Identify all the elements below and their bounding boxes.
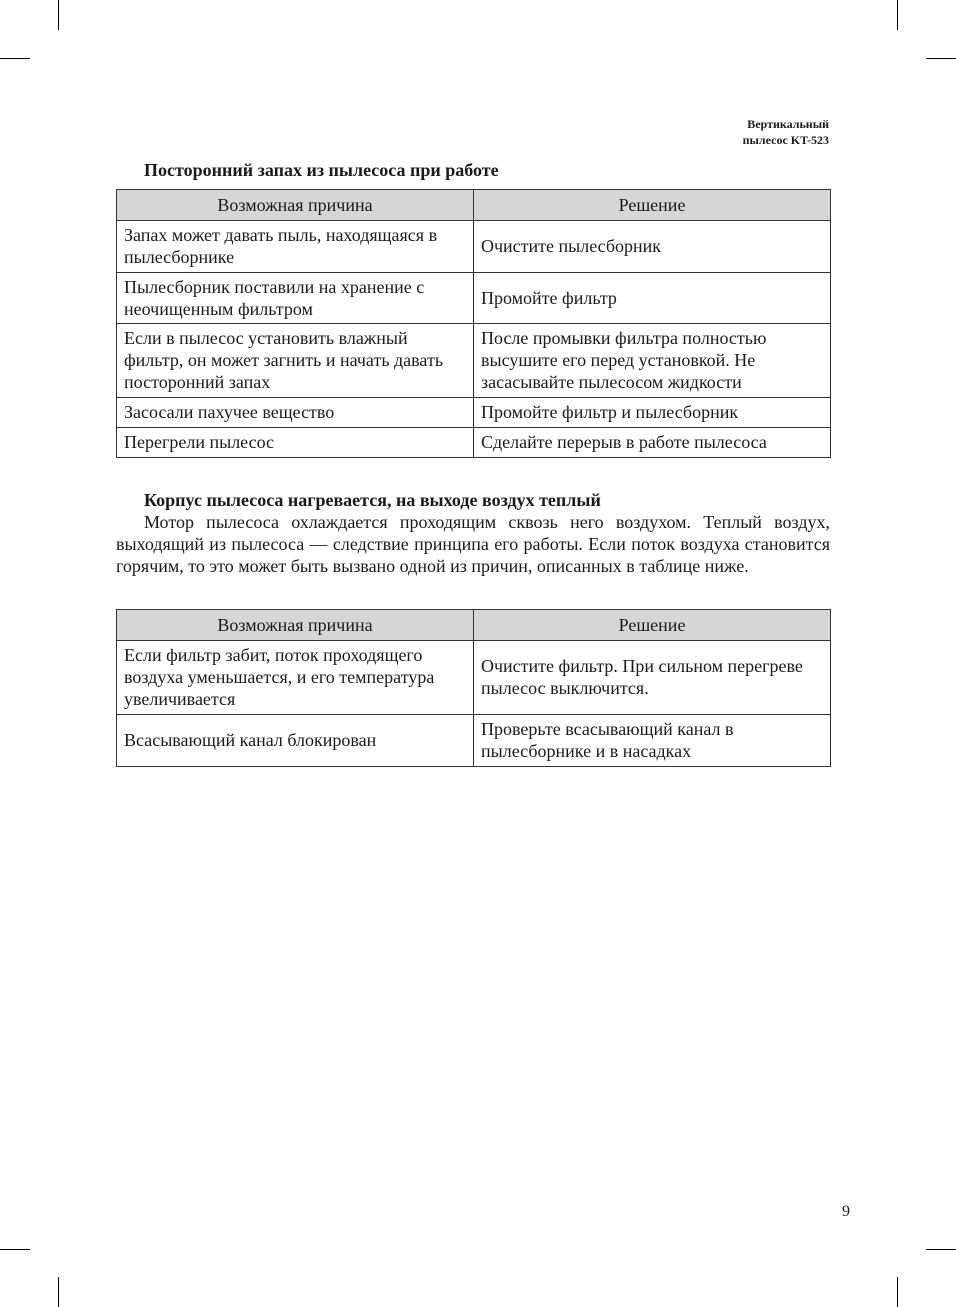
section-title-odor: Посторонний запах из пылесоса при работе <box>144 160 499 180</box>
table-row <box>117 273 831 324</box>
table-row <box>117 715 831 767</box>
crop-mark-bottom-right-horizontal <box>926 1249 956 1250</box>
solution-cell: Сделайте перерыв в работе пылесоса <box>474 428 831 458</box>
table-row <box>117 324 831 398</box>
solution-cell: Очистите фильтр. При сильном перегреве пылесос выключится. <box>474 641 831 715</box>
running-head-line1: Вертикальный <box>747 117 829 131</box>
section-title-heating: Корпус пылесоса нагревается, на выходе воздух теплый <box>144 490 601 510</box>
table-row <box>117 428 831 458</box>
heating-explanation-paragraph: Мотор пылесоса охлаждается проходящим сквозь него воздухом. Теплый воздух, выходящий из пылесоса — следствие принципа его работы. Если поток воздуха становится горячим, то это может быть вызвано одной из причин, описанных в таблице ниже. <box>116 512 830 576</box>
cause-cell: Пылесборник поставили на хранение с неочищенным фильтром <box>117 273 474 324</box>
cause-cell: Если в пылесос установить влажный фильтр, он может загнить и начать давать посторонний запах <box>117 324 474 398</box>
heating-troubleshooting-table <box>116 609 831 767</box>
cause-cell: Всасывающий канал блокирован <box>117 715 474 767</box>
table-row <box>117 641 831 715</box>
cause-cell: Засосали пахучее вещество <box>117 398 474 428</box>
column-header-solution: Решение <box>474 190 831 221</box>
crop-mark-bottom-right-vertical <box>897 1277 898 1307</box>
solution-cell: Промойте фильтр <box>474 273 831 324</box>
column-header-cause: Возможная причина <box>117 610 474 641</box>
page-number: 9 <box>842 1203 850 1220</box>
table-row <box>117 221 831 273</box>
crop-mark-bottom-left-horizontal <box>0 1249 30 1250</box>
solution-cell: Очистите пылесборник <box>474 221 831 273</box>
cause-cell: Перегрели пылесос <box>117 428 474 458</box>
odor-troubleshooting-table <box>116 189 831 458</box>
cause-cell: Если фильтр забит, поток проходящего воздуха уменьшается, и его температура увеличивается <box>117 641 474 715</box>
crop-mark-top-right-horizontal <box>926 58 956 59</box>
solution-cell: После промывки фильтра полностью высушите его перед установкой. Не засасывайте пылесосом жидкости <box>474 324 831 398</box>
solution-cell: Промойте фильтр и пылесборник <box>474 398 831 428</box>
column-header-solution: Решение <box>474 610 831 641</box>
running-head <box>743 116 829 148</box>
table-header-row <box>117 190 831 221</box>
crop-mark-top-right-vertical <box>897 0 898 30</box>
running-head-line2: пылесос KT-523 <box>742 133 829 147</box>
crop-mark-bottom-left-vertical <box>58 1277 59 1307</box>
cause-cell: Запах может давать пыль, находящаяся в пылесборнике <box>117 221 474 273</box>
table-header-row <box>117 610 831 641</box>
table-row <box>117 398 831 428</box>
column-header-cause: Возможная причина <box>117 190 474 221</box>
crop-mark-top-left-horizontal <box>0 58 30 59</box>
crop-mark-top-left-vertical <box>58 0 59 30</box>
solution-cell: Проверьте всасывающий канал в пылесборнике и в насадках <box>474 715 831 767</box>
